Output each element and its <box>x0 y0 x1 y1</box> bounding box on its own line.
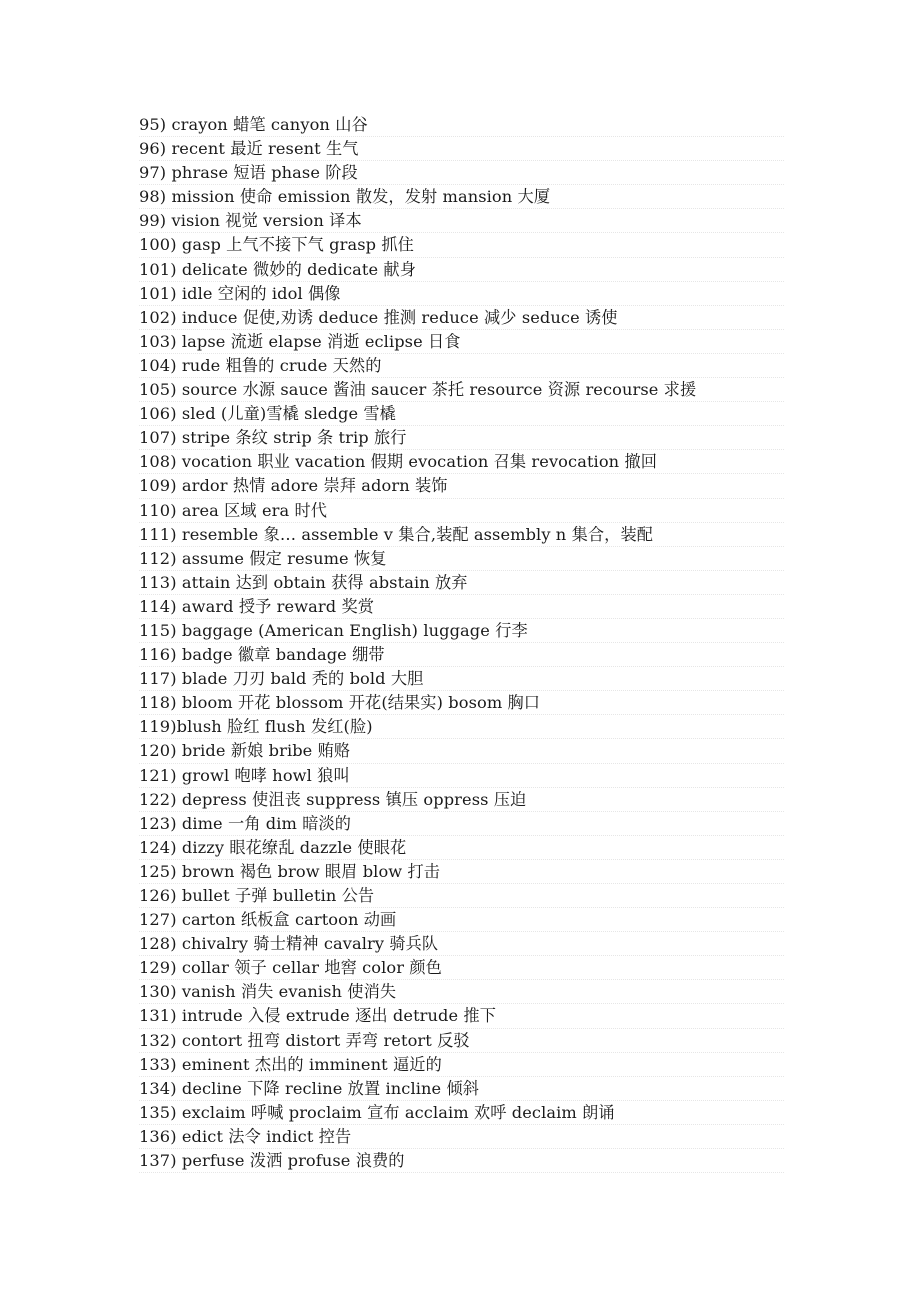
vocabulary-entry: 122) depress 使沮丧 suppress 镇压 oppress 压迫 <box>139 788 784 812</box>
vocabulary-entry: 126) bullet 子弹 bulletin 公告 <box>139 884 784 908</box>
vocabulary-entry: 136) edict 法令 indict 控告 <box>139 1125 784 1149</box>
vocabulary-entry: 133) eminent 杰出的 imminent 逼近的 <box>139 1053 784 1077</box>
vocabulary-entry: 124) dizzy 眼花缭乱 dazzle 使眼花 <box>139 836 784 860</box>
vocabulary-entry: 135) exclaim 呼喊 proclaim 宣布 acclaim 欢呼 declaim 朗诵 <box>139 1101 784 1125</box>
vocabulary-list <box>139 113 784 1173</box>
vocabulary-entry: 106) sled (儿童)雪橇 sledge 雪橇 <box>139 402 784 426</box>
vocabulary-entry: 128) chivalry 骑士精神 cavalry 骑兵队 <box>139 932 784 956</box>
vocabulary-entry: 100) gasp 上气不接下气 grasp 抓住 <box>139 233 784 257</box>
vocabulary-entry: 123) dime 一角 dim 暗淡的 <box>139 812 784 836</box>
vocabulary-entry: 130) vanish 消失 evanish 使消失 <box>139 980 784 1004</box>
vocabulary-entry: 99) vision 视觉 version 译本 <box>139 209 784 233</box>
vocabulary-entry: 111) resemble 象… assemble v 集合,装配 assembly n 集合，装配 <box>139 523 784 547</box>
vocabulary-entry: 97) phrase 短语 phase 阶段 <box>139 161 784 185</box>
vocabulary-entry: 110) area 区域 era 时代 <box>139 499 784 523</box>
vocabulary-entry: 105) source 水源 sauce 酱油 saucer 茶托 resource 资源 recourse 求援 <box>139 378 784 402</box>
vocabulary-entry: 112) assume 假定 resume 恢复 <box>139 547 784 571</box>
vocabulary-entry: 103) lapse 流逝 elapse 消逝 eclipse 日食 <box>139 330 784 354</box>
vocabulary-entry: 101) delicate 微妙的 dedicate 献身 <box>139 258 784 282</box>
vocabulary-entry: 134) decline 下降 recline 放置 incline 倾斜 <box>139 1077 784 1101</box>
vocabulary-entry: 107) stripe 条纹 strip 条 trip 旅行 <box>139 426 784 450</box>
vocabulary-entry: 117) blade 刀刃 bald 秃的 bold 大胆 <box>139 667 784 691</box>
vocabulary-entry: 95) crayon 蜡笔 canyon 山谷 <box>139 113 784 137</box>
vocabulary-entry: 120) bride 新娘 bribe 贿赂 <box>139 739 784 763</box>
vocabulary-entry: 113) attain 达到 obtain 获得 abstain 放弃 <box>139 571 784 595</box>
vocabulary-entry: 96) recent 最近 resent 生气 <box>139 137 784 161</box>
vocabulary-entry: 102) induce 促使,劝诱 deduce 推测 reduce 减少 seduce 诱使 <box>139 306 784 330</box>
vocabulary-entry: 115) baggage (American English) luggage 行李 <box>139 619 784 643</box>
vocabulary-entry: 98) mission 使命 emission 散发，发射 mansion 大厦 <box>139 185 784 209</box>
vocabulary-entry: 121) growl 咆哮 howl 狼叫 <box>139 764 784 788</box>
vocabulary-entry: 132) contort 扭弯 distort 弄弯 retort 反驳 <box>139 1029 784 1053</box>
vocabulary-entry: 131) intrude 入侵 extrude 逐出 detrude 推下 <box>139 1004 784 1028</box>
vocabulary-entry: 129) collar 领子 cellar 地窖 color 颜色 <box>139 956 784 980</box>
vocabulary-entry: 125) brown 褐色 brow 眼眉 blow 打击 <box>139 860 784 884</box>
vocabulary-entry: 109) ardor 热情 adore 崇拜 adorn 装饰 <box>139 474 784 498</box>
vocabulary-entry: 127) carton 纸板盒 cartoon 动画 <box>139 908 784 932</box>
vocabulary-entry: 108) vocation 职业 vacation 假期 evocation 召集 revocation 撤回 <box>139 450 784 474</box>
vocabulary-entry: 119)blush 脸红 flush 发红(脸) <box>139 715 784 739</box>
vocabulary-entry: 137) perfuse 泼洒 profuse 浪费的 <box>139 1149 784 1173</box>
vocabulary-entry: 101) idle 空闲的 idol 偶像 <box>139 282 784 306</box>
vocabulary-entry: 116) badge 徽章 bandage 绷带 <box>139 643 784 667</box>
vocabulary-entry: 104) rude 粗鲁的 crude 天然的 <box>139 354 784 378</box>
vocabulary-entry: 114) award 授予 reward 奖赏 <box>139 595 784 619</box>
vocabulary-entry: 118) bloom 开花 blossom 开花(结果实) bosom 胸口 <box>139 691 784 715</box>
